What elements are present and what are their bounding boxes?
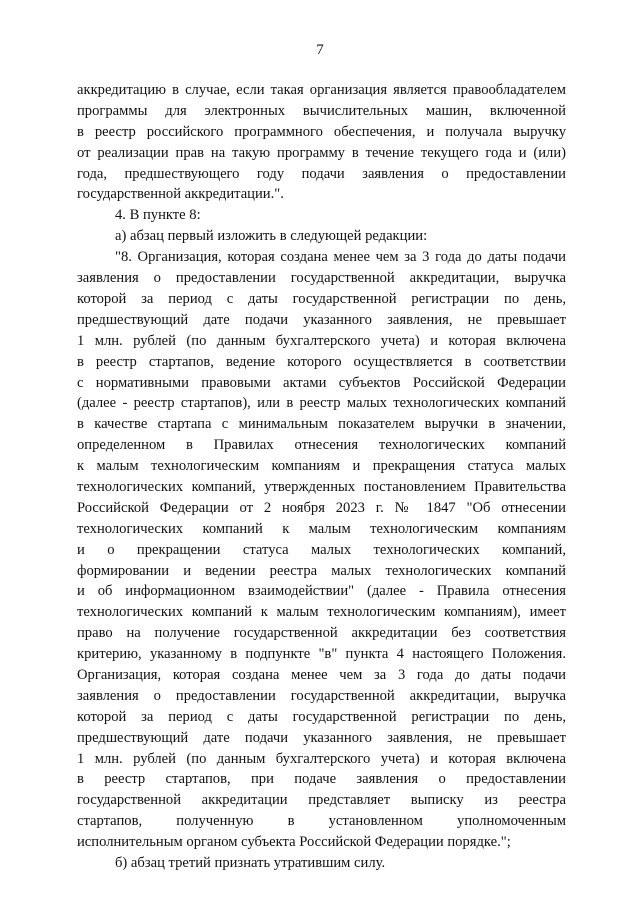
text-line: заявления о предоставлении государственной аккредитации, выручка [77, 687, 566, 704]
text-line: государственной аккредитации.". [77, 186, 284, 203]
text-line: 1 млн. рублей (по данным бухгалтерского учета) и которая включена [77, 332, 566, 349]
text-line: критерию, указанному в подпункте "в" пункта 4 настоящего Положения. [77, 646, 566, 663]
text-line: право на получение государственной аккредитации без соответствия [77, 625, 566, 642]
text-line: (далее - реестр стартапов), или в реестр малых технологических компаний [77, 395, 566, 412]
text-line: года, предшествующего году подачи заявления о предоставлении [77, 165, 566, 182]
text-line: 1 млн. рублей (по данным бухгалтерского учета) и которая включена [77, 750, 566, 767]
text-line: в реестр стартапов, ведение которого осуществляется в соответствии [77, 353, 566, 370]
text-line: технологических компаний к малым технологическим компаниям [77, 520, 566, 537]
text-line: Российской Федерации от 2 ноября 2023 г. № 1847 "Об отнесении [77, 499, 566, 516]
text-line: программы для электронных вычислительных машин, включенной [77, 102, 566, 119]
text-line: формировании и ведении реестра малых технологических компаний [77, 562, 566, 579]
text-line: заявления о предоставлении государственной аккредитации, выручка [77, 270, 566, 287]
text-line: и о прекращении статуса малых технологических компаний, [77, 541, 566, 558]
text-line: технологических компаний к малым технологическим компаниям), имеет [77, 604, 566, 621]
text-line: которой за период с даты государственной регистрации по день, [77, 708, 566, 725]
text-line: технологических компаний, утвержденных постановлением Правительства [77, 478, 566, 495]
text-line: в качестве стартапа с минимальным показателем выручки в значении, [77, 416, 566, 433]
text-line: предшествующий дате подачи указанного заявления, не превышает [77, 729, 566, 746]
text-line: государственной аккредитации представляет выписку из реестра [77, 792, 566, 809]
text-line: 4. В пункте 8: [115, 207, 201, 224]
text-line: определенном в Правилах отнесения технологических компаний [77, 437, 566, 454]
text-line: от реализации прав на такую программу в течение текущего года и (или) [77, 144, 566, 161]
text-line: и об информационном взаимодействии" (далее - Правила отнесения [77, 583, 566, 600]
text-line: в реестр российского программного обеспечения, и получала выручку [77, 123, 566, 140]
text-line: Организация, которая создана менее чем за 3 года до даты подачи [77, 666, 566, 683]
text-line: аккредитацию в случае, если такая организация является правообладателем [77, 82, 566, 98]
text-line: к малым технологическим компаниям и прекращения статуса малых [77, 458, 566, 475]
text-line: которой за период с даты государственной регистрации по день, [77, 290, 566, 307]
text-line: стартапов, полученную в установленном уполномоченным [77, 813, 566, 830]
text-line: в реестр стартапов, при подаче заявления о предоставлении [77, 771, 566, 788]
document-body [77, 80, 566, 874]
text-line: б) абзац третий признать утратившим силу. [115, 855, 386, 872]
text-line: предшествующий дате подачи указанного заявления, не превышает [77, 311, 566, 328]
text-line: "8. Организация, которая создана менее чем за 3 года до даты подачи [115, 249, 566, 266]
page-number: 7 [316, 42, 324, 58]
text-line: а) абзац первый изложить в следующей редакции: [115, 228, 428, 245]
text-line: исполнительным органом субъекта Российской Федерации порядке."; [77, 834, 511, 851]
text-line: с нормативными правовыми актами субъектов Российской Федерации [77, 374, 566, 391]
